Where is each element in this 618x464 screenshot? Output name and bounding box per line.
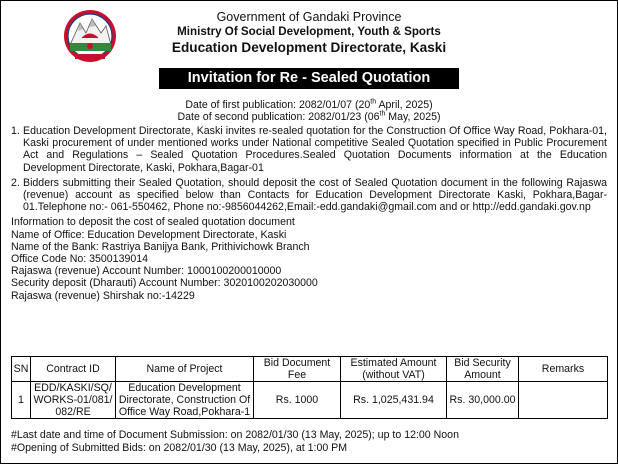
revenue-account: Rajaswa (revenue) Account Number: 1000100200010000 — [11, 265, 282, 278]
office-code: Office Code No: 3500139014 — [11, 253, 149, 266]
table-header-row — [12, 357, 608, 382]
paragraph-1 — [11, 125, 607, 174]
table-row — [12, 382, 608, 419]
submission-deadline: #Last date and time of Document Submission: on 2082/01/30 (13 May, 2025); up to 12:00 Noon — [11, 429, 459, 441]
ministry-name: Ministry Of Social Development, Youth & Sports — [177, 25, 441, 38]
revenue-shirshak: Rajaswa (revenue) Shirshak no:-14229 — [11, 289, 195, 302]
office-name: Name of Office: Education Development Directorate, Kaski — [11, 228, 287, 241]
works-table — [11, 356, 608, 419]
bid-opening-time: #Opening of Submitted Bids: on 2082/01/30 (13 May, 2025), at 1:00 PM — [11, 442, 348, 454]
header-remarks: Remarks — [519, 357, 608, 382]
second-publication-date: Date of second publication: 2082/01/23 (06th May, 2025) — [177, 110, 441, 123]
header-project: Name of Project — [116, 357, 254, 382]
notice-title-banner: Invitation for Re - Sealed Quotation — [159, 68, 459, 89]
paragraph-text: Bidders submitting their Sealed Quotation, should deposit the cost of Sealed Quotation document in the following Rajaswa (revenue) account as specified below than Contacts for Education Development Directorate Kaski, Pokhara,Bagar-01.Telephone no:- 061-550462, Phone no:-9856044262,Email:-edd.gandaki@gmail.com and or http://edd.gandaki.gov.np — [23, 176, 607, 214]
cell-bid-security: Rs. 30,000.00 — [447, 382, 519, 419]
cell-bid-fee: Rs. 1000 — [254, 382, 341, 419]
cell-contract-id: EDD/KASKI/SQ/ WORKS-01/081/ 082/RE — [31, 382, 116, 419]
security-deposit-account: Security deposit (Dharauti) Account Number: 3020100202030000 — [11, 277, 318, 290]
cell-remarks — [519, 382, 608, 419]
deposit-info-heading: Information to deposit the cost of sealed quotation document — [11, 216, 295, 229]
header-contract-id: Contract ID — [31, 357, 116, 382]
notice-body — [11, 125, 607, 302]
header-sn: SN — [12, 357, 31, 382]
government-name: Government of Gandaki Province — [216, 10, 402, 24]
header-bid-security: Bid Security Amount — [447, 357, 519, 382]
directorate-name: Education Development Directorate, Kaski — [171, 40, 447, 55]
bank-name: Name of the Bank: Rastriya Banijya Bank, Prithivichowk Branch — [11, 240, 310, 253]
cell-sn: 1 — [12, 382, 31, 419]
cell-project: Education Development Directorate, Construction Of Office Way Road,Pokhara-1 — [116, 382, 254, 419]
paragraph-number: 2. — [11, 176, 20, 189]
paragraph-2 — [11, 177, 607, 214]
header-estimated-amount: Estimated Amount (without VAT) — [341, 357, 447, 382]
header-bid-fee: Bid Document Fee — [254, 357, 341, 382]
deposit-info — [11, 216, 607, 301]
first-publication-date: Date of first publication: 2082/01/07 (20th April, 2025) — [185, 98, 433, 111]
paragraph-text: Education Development Directorate, Kaski invites re-sealed quotation for the Construction Of Office Way Road, Pokhara-01, Kaski procurement of under mentioned works under National competitive Sealed Quotation specified in Public Procurement Act and Regulations – Sealed Quotation Procedures.Sealed Quotation Documents information at the Education Development Directorate, Kaski, Pokhara,Bagar-01 — [23, 125, 607, 174]
paragraph-number: 1. — [11, 125, 20, 137]
cell-estimated-amount: Rs. 1,025,431.94 — [341, 382, 447, 419]
